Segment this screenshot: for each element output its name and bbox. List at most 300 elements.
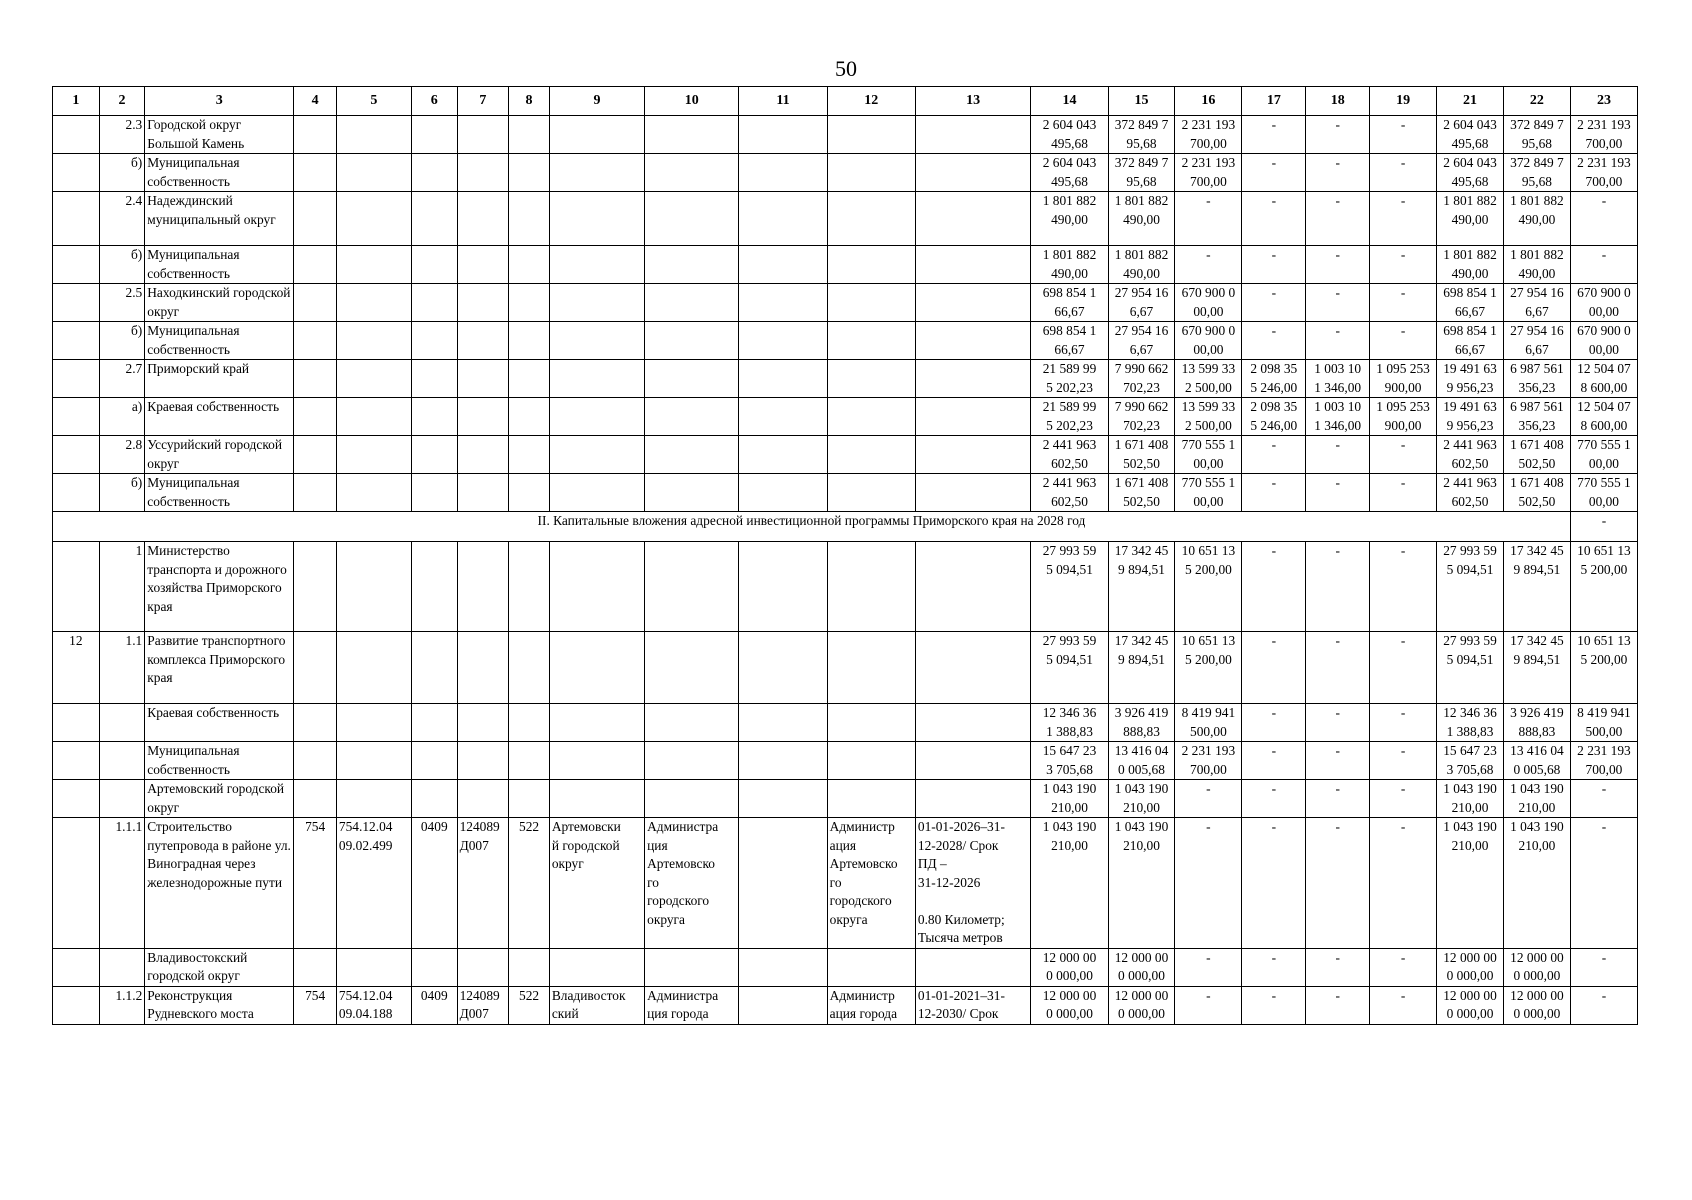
- cell-c10: [645, 246, 739, 284]
- cell-c13: [915, 436, 1031, 474]
- table-row: [53, 246, 1638, 284]
- cell-c18: -: [1306, 742, 1370, 780]
- cell-c10: [645, 542, 739, 632]
- cell-c15: 12 000 00 0 000,00: [1108, 986, 1175, 1024]
- cell-c15: 17 342 45 9 894,51: [1108, 632, 1175, 704]
- cell-c9: [549, 780, 644, 818]
- cell-c9: [549, 632, 644, 704]
- cell-c19: -: [1370, 948, 1437, 986]
- cell-c9: [549, 360, 644, 398]
- cell-c23: 10 651 13 5 200,00: [1570, 542, 1637, 632]
- cell-c21: 1 043 190 210,00: [1437, 818, 1504, 949]
- cell-c4: [294, 398, 337, 436]
- cell-c19: -: [1370, 704, 1437, 742]
- cell-c6: [411, 246, 457, 284]
- cell-c7: [457, 474, 509, 512]
- cell-c19: -: [1370, 474, 1437, 512]
- cell-c11: [739, 948, 827, 986]
- cell-c9: [549, 474, 644, 512]
- cell-c18: -: [1306, 704, 1370, 742]
- cell-c23: -: [1570, 986, 1637, 1024]
- cell-c8: [509, 436, 550, 474]
- table-row: [53, 704, 1638, 742]
- cell-c2: 2.4: [99, 192, 145, 246]
- cell-c8: [509, 398, 550, 436]
- cell-c12: [827, 542, 915, 632]
- cell-c15: 13 416 04 0 005,68: [1108, 742, 1175, 780]
- cell-c1: [53, 704, 100, 742]
- cell-c6: [411, 360, 457, 398]
- cell-c18: -: [1306, 322, 1370, 360]
- cell-c10: [645, 742, 739, 780]
- cell-c21: 12 000 00 0 000,00: [1437, 986, 1504, 1024]
- cell-c23: -: [1570, 818, 1637, 949]
- cell-c9: [549, 322, 644, 360]
- cell-c7: [457, 116, 509, 154]
- cell-c8: 522: [509, 986, 550, 1024]
- cell-c6: [411, 704, 457, 742]
- cell-c22: 1 043 190 210,00: [1503, 780, 1570, 818]
- cell-c11: [739, 474, 827, 512]
- cell-c12: [827, 704, 915, 742]
- cell-c23: 8 419 941 500,00: [1570, 704, 1637, 742]
- cell-c2: б): [99, 474, 145, 512]
- cell-c18: -: [1306, 474, 1370, 512]
- column-header-23: 23: [1570, 87, 1637, 116]
- column-header-21: 21: [1437, 87, 1504, 116]
- cell-c6: [411, 436, 457, 474]
- cell-c21: 2 604 043 495,68: [1437, 154, 1504, 192]
- cell-c17: 2 098 35 5 246,00: [1242, 360, 1306, 398]
- cell-c21: 1 043 190 210,00: [1437, 780, 1504, 818]
- cell-c16: -: [1175, 948, 1242, 986]
- cell-c3: Находкинский городской округ: [145, 284, 294, 322]
- cell-c15: 17 342 45 9 894,51: [1108, 542, 1175, 632]
- column-header-3: 3: [145, 87, 294, 116]
- cell-c18: -: [1306, 818, 1370, 949]
- cell-c23: 670 900 0 00,00: [1570, 322, 1637, 360]
- cell-c13: [915, 192, 1031, 246]
- cell-c3: Муниципальная собственность: [145, 474, 294, 512]
- cell-c19: -: [1370, 632, 1437, 704]
- cell-c13: [915, 474, 1031, 512]
- cell-c23: -: [1570, 192, 1637, 246]
- cell-c11: [739, 284, 827, 322]
- cell-c3: Муниципальная собственность: [145, 322, 294, 360]
- cell-c15: 12 000 00 0 000,00: [1108, 948, 1175, 986]
- cell-c17: -: [1242, 322, 1306, 360]
- cell-c14: 15 647 23 3 705,68: [1031, 742, 1108, 780]
- cell-c14: 2 604 043 495,68: [1031, 154, 1108, 192]
- column-header-15: 15: [1108, 87, 1175, 116]
- cell-c13: [915, 116, 1031, 154]
- table-row: [53, 192, 1638, 246]
- cell-c17: -: [1242, 154, 1306, 192]
- cell-c17: -: [1242, 986, 1306, 1024]
- cell-c16: -: [1175, 192, 1242, 246]
- column-header-10: 10: [645, 87, 739, 116]
- cell-c6: [411, 632, 457, 704]
- cell-c23: 12 504 07 8 600,00: [1570, 398, 1637, 436]
- cell-c15: 3 926 419 888,83: [1108, 704, 1175, 742]
- cell-c9: [549, 704, 644, 742]
- cell-c10: [645, 632, 739, 704]
- cell-c4: [294, 632, 337, 704]
- cell-c4: [294, 284, 337, 322]
- cell-c3: Приморский край: [145, 360, 294, 398]
- table-row: [53, 818, 1638, 949]
- cell-c2: [99, 780, 145, 818]
- cell-c16: -: [1175, 818, 1242, 949]
- cell-c21: 1 801 882 490,00: [1437, 246, 1504, 284]
- cell-c1: [53, 322, 100, 360]
- cell-c2: б): [99, 322, 145, 360]
- cell-c5: [336, 632, 411, 704]
- cell-c3: Муниципальная собственность: [145, 246, 294, 284]
- column-header-13: 13: [915, 87, 1031, 116]
- cell-c4: 754: [294, 818, 337, 949]
- cell-c6: [411, 116, 457, 154]
- cell-c7: [457, 542, 509, 632]
- cell-c16: 10 651 13 5 200,00: [1175, 632, 1242, 704]
- cell-c14: 21 589 99 5 202,23: [1031, 398, 1108, 436]
- cell-c14: 1 043 190 210,00: [1031, 818, 1108, 949]
- cell-c11: [739, 192, 827, 246]
- cell-c14: 1 801 882 490,00: [1031, 192, 1108, 246]
- section-row: [53, 512, 1638, 542]
- cell-c2: 1.1.1: [99, 818, 145, 949]
- cell-c21: 698 854 1 66,67: [1437, 322, 1504, 360]
- cell-c5: [336, 246, 411, 284]
- cell-c3: Уссурийский городской округ: [145, 436, 294, 474]
- cell-c12: [827, 398, 915, 436]
- table-row: [53, 322, 1638, 360]
- cell-c1: [53, 780, 100, 818]
- cell-c2: 2.3: [99, 116, 145, 154]
- cell-c22: 372 849 7 95,68: [1503, 116, 1570, 154]
- cell-c23: -: [1570, 246, 1637, 284]
- section-c23: -: [1570, 512, 1637, 542]
- cell-c14: 2 604 043 495,68: [1031, 116, 1108, 154]
- cell-c6: 0409: [411, 818, 457, 949]
- column-header-1: 1: [53, 87, 100, 116]
- cell-c23: 2 231 193 700,00: [1570, 154, 1637, 192]
- cell-c10: [645, 948, 739, 986]
- cell-c16: -: [1175, 986, 1242, 1024]
- column-header-12: 12: [827, 87, 915, 116]
- table-row: [53, 436, 1638, 474]
- cell-c12: [827, 632, 915, 704]
- cell-c6: [411, 742, 457, 780]
- cell-c5: [336, 116, 411, 154]
- cell-c22: 17 342 45 9 894,51: [1503, 632, 1570, 704]
- cell-c8: [509, 632, 550, 704]
- cell-c11: [739, 818, 827, 949]
- cell-c22: 12 000 00 0 000,00: [1503, 948, 1570, 986]
- cell-c23: -: [1570, 780, 1637, 818]
- cell-c10: Администра ция Артемовско го городского округа: [645, 818, 739, 949]
- cell-c23: 2 231 193 700,00: [1570, 742, 1637, 780]
- cell-c9: [549, 436, 644, 474]
- cell-c18: -: [1306, 116, 1370, 154]
- cell-c4: [294, 704, 337, 742]
- cell-c9: [549, 284, 644, 322]
- cell-c3: Развитие транспортного комплекса Приморского края: [145, 632, 294, 704]
- cell-c12: [827, 436, 915, 474]
- cell-c12: [827, 474, 915, 512]
- cell-c11: [739, 398, 827, 436]
- cell-c16: 8 419 941 500,00: [1175, 704, 1242, 742]
- cell-c9: Артемовски й городской округ: [549, 818, 644, 949]
- cell-c12: Администр ация Артемовско го городского округа: [827, 818, 915, 949]
- table-row: [53, 986, 1638, 1024]
- cell-c13: [915, 398, 1031, 436]
- cell-c3: Артемовский городской округ: [145, 780, 294, 818]
- cell-c14: 27 993 59 5 094,51: [1031, 632, 1108, 704]
- cell-c15: 1 801 882 490,00: [1108, 246, 1175, 284]
- cell-c1: [53, 154, 100, 192]
- cell-c23: 12 504 07 8 600,00: [1570, 360, 1637, 398]
- cell-c7: [457, 284, 509, 322]
- cell-c1: [53, 192, 100, 246]
- cell-c22: 27 954 16 6,67: [1503, 284, 1570, 322]
- cell-c12: [827, 246, 915, 284]
- cell-c15: 1 671 408 502,50: [1108, 436, 1175, 474]
- cell-c19: -: [1370, 246, 1437, 284]
- cell-c17: -: [1242, 948, 1306, 986]
- cell-c15: 372 849 7 95,68: [1108, 116, 1175, 154]
- cell-c10: [645, 284, 739, 322]
- cell-c15: 1 043 190 210,00: [1108, 818, 1175, 949]
- cell-c17: -: [1242, 474, 1306, 512]
- cell-c14: 698 854 1 66,67: [1031, 284, 1108, 322]
- cell-c6: [411, 398, 457, 436]
- cell-c5: [336, 284, 411, 322]
- cell-c1: [53, 360, 100, 398]
- cell-c17: -: [1242, 246, 1306, 284]
- cell-c8: 522: [509, 818, 550, 949]
- cell-c2: [99, 948, 145, 986]
- cell-c4: [294, 474, 337, 512]
- cell-c2: 2.7: [99, 360, 145, 398]
- cell-c18: 1 003 10 1 346,00: [1306, 398, 1370, 436]
- cell-c16: 13 599 33 2 500,00: [1175, 398, 1242, 436]
- cell-c14: 2 441 963 602,50: [1031, 474, 1108, 512]
- cell-c7: 124089 Д007: [457, 818, 509, 949]
- cell-c1: [53, 436, 100, 474]
- cell-c23: 670 900 0 00,00: [1570, 284, 1637, 322]
- cell-c7: [457, 742, 509, 780]
- column-header-22: 22: [1503, 87, 1570, 116]
- cell-c12: [827, 284, 915, 322]
- column-header-5: 5: [336, 87, 411, 116]
- cell-c8: [509, 542, 550, 632]
- cell-c3: Муниципальная собственность: [145, 742, 294, 780]
- cell-c21: 698 854 1 66,67: [1437, 284, 1504, 322]
- cell-c16: 2 231 193 700,00: [1175, 154, 1242, 192]
- cell-c14: 12 000 00 0 000,00: [1031, 948, 1108, 986]
- cell-c11: [739, 246, 827, 284]
- cell-c11: [739, 436, 827, 474]
- table-row: [53, 780, 1638, 818]
- cell-c5: [336, 704, 411, 742]
- cell-c19: -: [1370, 742, 1437, 780]
- cell-c22: 1 043 190 210,00: [1503, 818, 1570, 949]
- table-row: [53, 948, 1638, 986]
- cell-c1: [53, 398, 100, 436]
- table-row: [53, 742, 1638, 780]
- cell-c13: [915, 632, 1031, 704]
- cell-c7: [457, 436, 509, 474]
- cell-c4: [294, 246, 337, 284]
- cell-c8: [509, 192, 550, 246]
- cell-c8: [509, 780, 550, 818]
- cell-c4: [294, 116, 337, 154]
- cell-c9: [549, 116, 644, 154]
- cell-c22: 3 926 419 888,83: [1503, 704, 1570, 742]
- cell-c21: 27 993 59 5 094,51: [1437, 542, 1504, 632]
- cell-c13: 01-01-2021–31- 12-2030/ Срок: [915, 986, 1031, 1024]
- cell-c2: 1: [99, 542, 145, 632]
- cell-c2: б): [99, 154, 145, 192]
- cell-c10: [645, 192, 739, 246]
- cell-c22: 12 000 00 0 000,00: [1503, 986, 1570, 1024]
- cell-c7: [457, 360, 509, 398]
- cell-c15: 27 954 16 6,67: [1108, 322, 1175, 360]
- cell-c1: [53, 818, 100, 949]
- cell-c17: -: [1242, 192, 1306, 246]
- cell-c11: [739, 360, 827, 398]
- cell-c13: [915, 542, 1031, 632]
- cell-c23: 770 555 1 00,00: [1570, 436, 1637, 474]
- cell-c6: [411, 948, 457, 986]
- cell-c18: 1 003 10 1 346,00: [1306, 360, 1370, 398]
- cell-c6: [411, 542, 457, 632]
- cell-c5: [336, 474, 411, 512]
- cell-c5: [336, 360, 411, 398]
- column-header-9: 9: [549, 87, 644, 116]
- cell-c3: Краевая собственность: [145, 398, 294, 436]
- table-row: [53, 632, 1638, 704]
- column-header-8: 8: [509, 87, 550, 116]
- cell-c22: 6 987 561 356,23: [1503, 398, 1570, 436]
- cell-c12: [827, 192, 915, 246]
- cell-c14: 27 993 59 5 094,51: [1031, 542, 1108, 632]
- cell-c22: 27 954 16 6,67: [1503, 322, 1570, 360]
- cell-c1: [53, 246, 100, 284]
- table-row: [53, 284, 1638, 322]
- cell-c6: [411, 154, 457, 192]
- cell-c17: -: [1242, 818, 1306, 949]
- cell-c19: -: [1370, 154, 1437, 192]
- cell-c23: 770 555 1 00,00: [1570, 474, 1637, 512]
- cell-c16: -: [1175, 780, 1242, 818]
- cell-c19: -: [1370, 116, 1437, 154]
- cell-c18: -: [1306, 632, 1370, 704]
- cell-c19: -: [1370, 818, 1437, 949]
- cell-c18: -: [1306, 436, 1370, 474]
- cell-c12: [827, 948, 915, 986]
- cell-c17: 2 098 35 5 246,00: [1242, 398, 1306, 436]
- cell-c12: [827, 360, 915, 398]
- cell-c5: [336, 154, 411, 192]
- cell-c2: [99, 704, 145, 742]
- cell-c8: [509, 322, 550, 360]
- cell-c15: 1 043 190 210,00: [1108, 780, 1175, 818]
- cell-c15: 27 954 16 6,67: [1108, 284, 1175, 322]
- cell-c4: [294, 436, 337, 474]
- column-header-17: 17: [1242, 87, 1306, 116]
- cell-c16: 670 900 0 00,00: [1175, 284, 1242, 322]
- cell-c1: [53, 542, 100, 632]
- column-header-2: 2: [99, 87, 145, 116]
- cell-c6: [411, 192, 457, 246]
- cell-c18: -: [1306, 154, 1370, 192]
- cell-c16: 2 231 193 700,00: [1175, 742, 1242, 780]
- cell-c17: -: [1242, 542, 1306, 632]
- cell-c2: а): [99, 398, 145, 436]
- cell-c6: [411, 474, 457, 512]
- cell-c8: [509, 116, 550, 154]
- cell-c18: -: [1306, 542, 1370, 632]
- cell-c15: 1 671 408 502,50: [1108, 474, 1175, 512]
- cell-c4: [294, 780, 337, 818]
- cell-c2: 2.5: [99, 284, 145, 322]
- cell-c5: [336, 436, 411, 474]
- cell-c7: [457, 192, 509, 246]
- cell-c5: [336, 780, 411, 818]
- cell-c9: [549, 948, 644, 986]
- cell-c10: Администра ция города: [645, 986, 739, 1024]
- cell-c9: [549, 742, 644, 780]
- cell-c22: 1 801 882 490,00: [1503, 192, 1570, 246]
- cell-c13: [915, 154, 1031, 192]
- cell-c19: 1 095 253 900,00: [1370, 360, 1437, 398]
- cell-c1: [53, 284, 100, 322]
- cell-c19: -: [1370, 780, 1437, 818]
- cell-c9: Владивосток ский: [549, 986, 644, 1024]
- cell-c2: [99, 742, 145, 780]
- cell-c7: 124089 Д007: [457, 986, 509, 1024]
- cell-c1: [53, 116, 100, 154]
- cell-c19: -: [1370, 986, 1437, 1024]
- cell-c15: 1 801 882 490,00: [1108, 192, 1175, 246]
- cell-c17: -: [1242, 742, 1306, 780]
- cell-c13: [915, 284, 1031, 322]
- cell-c9: [549, 192, 644, 246]
- header-row: [53, 87, 1638, 116]
- cell-c4: 754: [294, 986, 337, 1024]
- cell-c19: -: [1370, 322, 1437, 360]
- cell-c4: [294, 360, 337, 398]
- cell-c12: [827, 154, 915, 192]
- cell-c8: [509, 948, 550, 986]
- cell-c12: [827, 780, 915, 818]
- cell-c21: 12 000 00 0 000,00: [1437, 948, 1504, 986]
- cell-c19: -: [1370, 436, 1437, 474]
- cell-c19: -: [1370, 542, 1437, 632]
- cell-c21: 2 441 963 602,50: [1437, 436, 1504, 474]
- cell-c8: [509, 154, 550, 192]
- cell-c10: [645, 322, 739, 360]
- cell-c1: [53, 742, 100, 780]
- cell-c9: [549, 398, 644, 436]
- cell-c4: [294, 192, 337, 246]
- cell-c22: 1 801 882 490,00: [1503, 246, 1570, 284]
- cell-c6: [411, 284, 457, 322]
- cell-c3: Краевая собственность: [145, 704, 294, 742]
- cell-c3: Городской округ Большой Камень: [145, 116, 294, 154]
